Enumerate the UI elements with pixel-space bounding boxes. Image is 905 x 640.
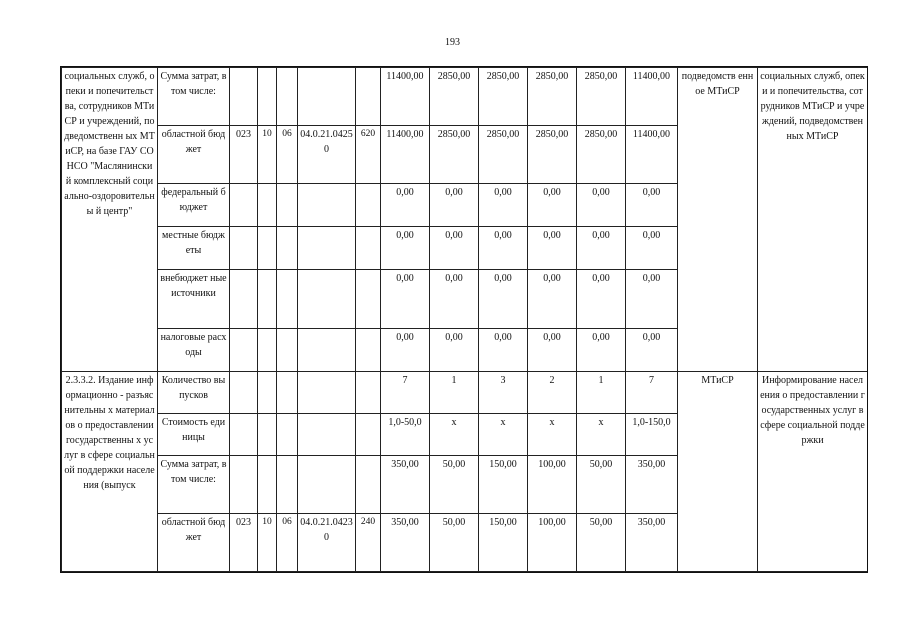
funding-source-label: местные бюджеты xyxy=(158,227,230,270)
section-code: 10 xyxy=(258,126,277,184)
value-sum: 350,00 xyxy=(626,456,678,514)
section-code xyxy=(258,414,277,456)
expense-type-code xyxy=(356,414,381,456)
funding-source-label: налоговые расходы xyxy=(158,329,230,372)
value-year-2: 0,00 xyxy=(479,227,528,270)
target-article-code xyxy=(298,372,356,414)
expense-type-code xyxy=(356,184,381,227)
value-year-2: 3 xyxy=(479,372,528,414)
value-year-3: 2850,00 xyxy=(528,68,577,126)
section-code: 10 xyxy=(258,514,277,572)
value-sum: 0,00 xyxy=(626,184,678,227)
section-code xyxy=(258,68,277,126)
value-year-4: 2850,00 xyxy=(577,68,626,126)
value-sum: 0,00 xyxy=(626,270,678,329)
subsection-code xyxy=(277,184,298,227)
target-article-code xyxy=(298,184,356,227)
grbs-code xyxy=(230,68,258,126)
value-year-1: 50,00 xyxy=(430,456,479,514)
funding-source-label: областной бюджет xyxy=(158,514,230,572)
expense-type-code xyxy=(356,329,381,372)
subsection-code xyxy=(277,414,298,456)
value-year-4: 0,00 xyxy=(577,184,626,227)
value-total: 1,0-50,0 xyxy=(381,414,430,456)
value-year-2: 150,00 xyxy=(479,514,528,572)
responsible-executor: МТиСР xyxy=(678,372,758,572)
funding-source-label: областной бюджет xyxy=(158,126,230,184)
target-article-code xyxy=(298,68,356,126)
expense-type-code xyxy=(356,227,381,270)
value-year-2: 150,00 xyxy=(479,456,528,514)
value-year-3: 0,00 xyxy=(528,227,577,270)
value-year-1: 0,00 xyxy=(430,329,479,372)
value-year-4: 50,00 xyxy=(577,456,626,514)
subsection-code: 06 xyxy=(277,514,298,572)
target-article-code xyxy=(298,414,356,456)
section-code xyxy=(258,372,277,414)
activity-description: 2.3.3.2. Издание информационно - разъяснительны х материалов о предоставлении государственны х услуг в сфере социальной поддержки населения (выпуск xyxy=(62,372,158,572)
value-year-4: 0,00 xyxy=(577,329,626,372)
grbs-code xyxy=(230,184,258,227)
target-article-code xyxy=(298,456,356,514)
funding-source-label: Стоимость единицы xyxy=(158,414,230,456)
target-article-code xyxy=(298,329,356,372)
grbs-code: 023 xyxy=(230,126,258,184)
expense-type-code: 240 xyxy=(356,514,381,572)
subsection-code xyxy=(277,227,298,270)
target-article-code: 04.0.21.04250 xyxy=(298,126,356,184)
value-year-2: 2850,00 xyxy=(479,126,528,184)
value-year-3: x xyxy=(528,414,577,456)
subsection-code xyxy=(277,270,298,329)
value-year-2: 0,00 xyxy=(479,184,528,227)
value-year-2: 0,00 xyxy=(479,329,528,372)
value-total: 0,00 xyxy=(381,270,430,329)
value-total: 11400,00 xyxy=(381,68,430,126)
grbs-code xyxy=(230,372,258,414)
value-year-4: x xyxy=(577,414,626,456)
value-year-3: 100,00 xyxy=(528,456,577,514)
responsible-executor: подведомств енное МТиСР xyxy=(678,68,758,372)
target-article-code xyxy=(298,270,356,329)
value-year-4: 1 xyxy=(577,372,626,414)
grbs-code xyxy=(230,414,258,456)
section-code xyxy=(258,227,277,270)
expense-type-code xyxy=(356,456,381,514)
funding-source-label: Сумма затрат, в том числе: xyxy=(158,456,230,514)
value-year-1: 0,00 xyxy=(430,227,479,270)
value-total: 0,00 xyxy=(381,329,430,372)
value-year-4: 2850,00 xyxy=(577,126,626,184)
section-code xyxy=(258,329,277,372)
target-article-code xyxy=(298,227,356,270)
value-total: 350,00 xyxy=(381,514,430,572)
activity-description: социальных служб, опеки и попечительства, сотрудников МТиСР и учреждений, подведомственн ых МТиСР, на базе ГАУ СО НСО "Маслянинский комплексный социально-оздоровительны й центр" xyxy=(62,68,158,372)
value-year-3: 0,00 xyxy=(528,184,577,227)
value-year-2: 2850,00 xyxy=(479,68,528,126)
value-sum: 0,00 xyxy=(626,329,678,372)
section-code xyxy=(258,456,277,514)
subsection-code: 06 xyxy=(277,126,298,184)
expense-type-code xyxy=(356,372,381,414)
table-row xyxy=(62,68,868,126)
funding-source-label: федеральный бюджет xyxy=(158,184,230,227)
value-year-1: 2850,00 xyxy=(430,126,479,184)
target-article-code: 04.0.21.04230 xyxy=(298,514,356,572)
value-year-2: x xyxy=(479,414,528,456)
grbs-code xyxy=(230,456,258,514)
section-code xyxy=(258,184,277,227)
value-total: 350,00 xyxy=(381,456,430,514)
value-sum: 7 xyxy=(626,372,678,414)
value-total: 0,00 xyxy=(381,184,430,227)
subsection-code xyxy=(277,68,298,126)
expense-type-code xyxy=(356,68,381,126)
value-sum: 0,00 xyxy=(626,227,678,270)
value-year-4: 0,00 xyxy=(577,270,626,329)
subsection-code xyxy=(277,372,298,414)
value-year-1: 50,00 xyxy=(430,514,479,572)
value-year-3: 2850,00 xyxy=(528,126,577,184)
expense-type-code xyxy=(356,270,381,329)
value-total: 7 xyxy=(381,372,430,414)
value-sum: 1,0-150,0 xyxy=(626,414,678,456)
subsection-code xyxy=(277,456,298,514)
funding-source-label: внебюджет ные источники xyxy=(158,270,230,329)
value-year-1: 2850,00 xyxy=(430,68,479,126)
value-year-3: 0,00 xyxy=(528,329,577,372)
value-year-1: x xyxy=(430,414,479,456)
program-table xyxy=(61,67,868,572)
expected-result: Информирование населения о предоставлении государственных услуг в сфере социальной поддержки xyxy=(758,372,868,572)
value-total: 0,00 xyxy=(381,227,430,270)
value-year-4: 0,00 xyxy=(577,227,626,270)
value-total: 11400,00 xyxy=(381,126,430,184)
value-year-2: 0,00 xyxy=(479,270,528,329)
section-code xyxy=(258,270,277,329)
page-number: 193 xyxy=(445,37,460,48)
value-year-3: 100,00 xyxy=(528,514,577,572)
value-year-1: 0,00 xyxy=(430,184,479,227)
value-year-4: 50,00 xyxy=(577,514,626,572)
value-year-3: 0,00 xyxy=(528,270,577,329)
grbs-code xyxy=(230,227,258,270)
value-year-1: 0,00 xyxy=(430,270,479,329)
value-year-1: 1 xyxy=(430,372,479,414)
table-row xyxy=(62,372,868,414)
value-sum: 350,00 xyxy=(626,514,678,572)
grbs-code xyxy=(230,270,258,329)
value-year-3: 2 xyxy=(528,372,577,414)
grbs-code xyxy=(230,329,258,372)
grbs-code: 023 xyxy=(230,514,258,572)
funding-source-label: Количество выпусков xyxy=(158,372,230,414)
value-sum: 11400,00 xyxy=(626,126,678,184)
expense-type-code: 620 xyxy=(356,126,381,184)
funding-source-label: Сумма затрат, в том числе: xyxy=(158,68,230,126)
expected-result: социальных служб, опеки и попечительства, сотрудников МТиСР и учреждений, подведомственных МТиСР xyxy=(758,68,868,372)
value-sum: 11400,00 xyxy=(626,68,678,126)
subsection-code xyxy=(277,329,298,372)
